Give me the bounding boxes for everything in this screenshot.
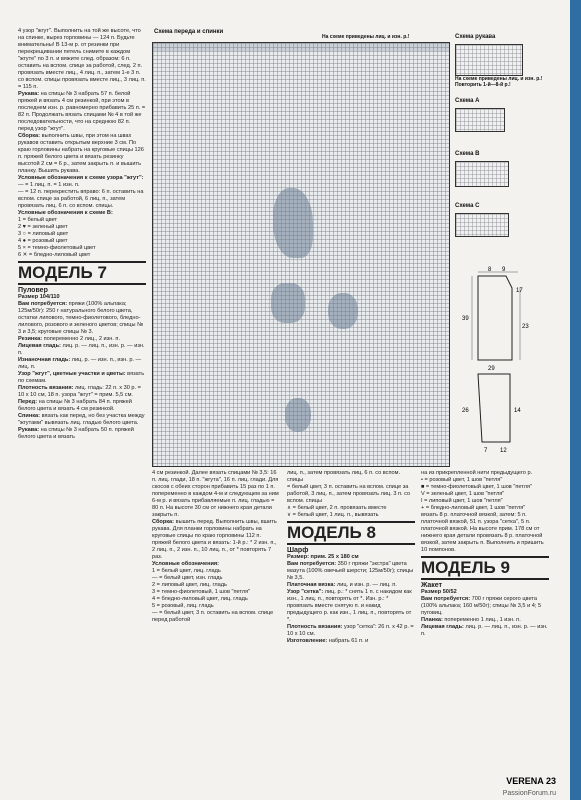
model-8-need-title: Вам потребуется: xyxy=(287,561,337,567)
assembly-title: Сборка: xyxy=(18,133,41,139)
row-text: попеременно 2 лиц., 2 изн. п. xyxy=(43,336,120,342)
neckline-band xyxy=(153,43,449,51)
schematic-label: 12 xyxy=(500,448,507,454)
model-8-need-text: 350 г пряжи "экстра" цвета мазута (100% овечьей шерсти; 125м/50г); спицы № 3,5. xyxy=(287,561,414,581)
middle-legend-title: Условные обозначения: xyxy=(152,561,220,567)
legend-item: — = 1 лиц. п. = 1 изн. п. xyxy=(18,182,80,188)
sleeve-chart xyxy=(455,44,523,76)
chart-b xyxy=(455,161,509,187)
model-8-name: Шарф xyxy=(287,547,309,554)
row-title: Изготовление: xyxy=(287,638,328,644)
far-right-legend-item: I = липовый цвет, 1 шов "петля" xyxy=(421,498,503,504)
row-title: Плотность вязания: xyxy=(287,624,343,630)
far-right-text: на из прикрепленной нити предыдущего р. xyxy=(421,470,533,476)
legend-b-item: 1 = белый цвет xyxy=(18,217,58,223)
assembly-text: выполнить швы, при этом на швах рукавов оставить открытым верхние 3 см. По краю горловины набрать на круговые спицы 126 п. пряжей белого цвета и вязать резинку высотой 2 см = 6 р., затем закрыть п. и вышить планку. Вышить рукава. xyxy=(18,133,144,174)
row-text: лиц. р. — изн. п., изн. р. — лиц. п. xyxy=(18,357,142,370)
legend-b-item: 5 × = темно-фиолетовый цвет xyxy=(18,245,96,251)
row-text: попеременно 1 лиц., 1 изн. п. xyxy=(444,617,521,623)
row-text: лиц. и изн. р. — лиц. п. xyxy=(336,582,397,588)
schematic-label: 9 xyxy=(502,267,506,273)
right-legend-item: = белый цвет, 3 п. оставить на вспом. спице за работой, 3 лиц. п., затем провязать лиц. 3 п. со вспом. спицы xyxy=(287,484,411,504)
middle-legend-item: 5 = розовый, лиц. гладь xyxy=(152,603,214,609)
row-title: Изнаночная гладь: xyxy=(18,357,71,363)
chart-b-title: Схема B xyxy=(455,151,480,157)
row-text: лиц. р. — лиц. п., изн. р. — изн. п. xyxy=(421,624,548,637)
model-7-size: Размер 104/110 xyxy=(18,294,60,300)
row-text: вязать по схемам. xyxy=(18,371,145,384)
brand-name: VERENA xyxy=(506,776,544,786)
flower-motif xyxy=(328,293,358,329)
sleeve-title: Рукава: xyxy=(18,91,40,97)
far-right-legend-item: V = зеленый цвет, 1 шов "петля" xyxy=(421,491,505,497)
pattern-schematic xyxy=(458,262,548,482)
far-right-column xyxy=(421,470,549,638)
model-8-size: Размер: прим. 25 х 180 см xyxy=(287,554,359,560)
sleeve-chart-title: Схема рукава xyxy=(455,34,496,40)
schematic-label: 26 xyxy=(462,408,469,414)
schematic-label: 8 xyxy=(488,267,492,273)
model-9-need-text: 700 г пряжи серого цвета (100% альпака; 160 м/50г); спицы № 3,5 и 4; 5 пуговиц. xyxy=(421,596,542,616)
far-right-legend-item: + = бледно-лиловый цвет, 1 шов "петля" xyxy=(421,505,526,511)
middle-legend-item: — = белый цвет, 3 п. оставить на вспом. спице перед работой xyxy=(152,610,274,623)
row-title: Перед: xyxy=(18,399,38,405)
watermark: PassionForum.ru xyxy=(502,790,556,797)
right-legend-item: ∨ = белый цвет, 1 лиц. п., вывязать xyxy=(287,512,379,518)
legend-b-item: 6 ✕ = бледно-лиловый цвет xyxy=(18,252,91,258)
row-text: набрать 61 п. и xyxy=(328,638,369,644)
legend-b-item: 2 ♥ = зеленый цвет xyxy=(18,224,68,230)
row-text: лиц. р. — лиц. п., изн. р. — изн. п. xyxy=(18,343,145,356)
chart-a xyxy=(455,108,505,132)
row-text: на спицы № 3 набрать 84 п. пряжей белого цвета и вязать 4 см резинкой. xyxy=(18,399,132,412)
row-text: лиц. р.: * снять 1 п. с накидом как изн., 1 лиц. п., повторять от *. Изн. р.: * провязать вместе снятую п. и накид предыдущего р. как изн., 1 лиц. п., повторять от *. xyxy=(287,589,412,623)
chart-c-title: Схема C xyxy=(455,203,480,209)
schematic-label: 7 xyxy=(484,448,488,454)
middle-legend-item: 3 = темно-фиолетовый, 1 шов "петля" xyxy=(152,589,251,595)
row-title: Спинка: xyxy=(18,413,41,419)
row-title: Узор "сетка": xyxy=(287,589,324,595)
legend-b-item: 4 ● = розовый цвет xyxy=(18,238,68,244)
model-9-need-title: Вам потребуется: xyxy=(421,596,471,602)
legend-b-item: 3 ○ = липовый цвет xyxy=(18,231,69,237)
model-7-need-title: Вам потребуется: xyxy=(18,301,68,307)
model-9-size: Размер 50/52 xyxy=(421,589,457,595)
legend-b-title: Условные обозначения к схеме B: xyxy=(18,210,113,216)
page-footer xyxy=(506,776,556,786)
intro-text: 4 узор "жгут". Выполнить на той же высоте, что на спинке, вырез горловины — 124 п. Будьте внимательны! В 13-м р. от резинки при перекрещивании петель снимите в каждом "жгуте" по 3 п. и вяжите след. образом: 6 п. оставить на вспом. спице за работой, след. 2 п. провязать вместе лиц., 4 лиц. п., затем 1-е 3 п. со вспом. спицы провязать вместе лиц., 3 лиц. п. = 115 п. xyxy=(18,28,146,90)
legend-title: Условные обозначения к схеме узора "жгут": xyxy=(18,175,144,181)
flower-motif xyxy=(271,283,305,323)
magazine-spine xyxy=(570,0,581,800)
model-7-need-text: пряжи (100% альпака; 125м/50г): 250 г натурального белого цвета, остатки липового, темно-фиолетового, бледно-лилового, розового и зеленого цветов; спицы № 3 и 3,5; круговые спицы № 3. xyxy=(18,301,144,335)
middle-legend-item: 4 = бледно-лиловый цвет, лиц. гладь xyxy=(152,596,248,602)
far-right-legend-item: ■ = темно-фиолетовый цвет, 1 шов "петля" xyxy=(421,484,532,490)
schematic-label: 14 xyxy=(514,408,521,414)
row-title: Узор "жгут", цветные участки и цветы: xyxy=(18,371,126,377)
row-title: Платочная вязка: xyxy=(287,582,336,588)
row-text: на спицы № 3 набрать 50 п. пряжей белого цвета и вязать xyxy=(18,427,134,440)
far-right-mid-text: вязать 8 р. платочной вязкой, затем: 5 п. платочной вязкой, 51 п. узора "сетка", 5 п. платочной вязкой. На высоте прим. 178 см от нижнего края детали провязать 8 р. платочной вязкой, затем закрыть п. Выполнить и пришить 10 помпонов. xyxy=(421,512,544,553)
row-text: лиц. гладь: 22 п. х 30 р. = 10 х 10 см, 18 п. узора "жгут" = прим. 5,5 см. xyxy=(18,385,141,398)
middle-legend-item: 1 = белый цвет, лиц. гладь xyxy=(152,568,221,574)
right-legend-item: ∧ = белый цвет, 2 п. провязать вместе xyxy=(287,505,387,511)
model-7-heading: МОДЕЛЬ 7 xyxy=(18,261,146,285)
left-column xyxy=(18,28,146,441)
far-right-legend-item: • = розовый цвет, 1 шов "петля" xyxy=(421,477,503,483)
middle-legend-item: 2 = липовый цвет, лиц. гладь xyxy=(152,582,227,588)
sleeve-chart-note: На схеме приведены лиц. и изн. р.! Повторить 1-й—8-й р.! xyxy=(455,76,543,88)
row-title: Плотность вязания: xyxy=(18,385,74,391)
model-8-heading: МОДЕЛЬ 8 xyxy=(287,521,415,545)
model-7-name: Пуловер xyxy=(18,287,48,294)
model-9-heading: МОДЕЛЬ 9 xyxy=(421,556,549,580)
schematic-label: 23 xyxy=(522,324,529,330)
chart-a-title: Схема A xyxy=(455,98,480,104)
row-text: узор "сетка": 26 п. х 42 р. = 10 х 10 см. xyxy=(287,624,414,637)
middle-legend-item: — = белый цвет, изн. гладь xyxy=(152,575,223,581)
row-title: Лицевая гладь: xyxy=(18,343,61,349)
middle-assembly-text: вышить перед. Выполнить швы, вшить рукава. Для планки горловины набрать на круговые спицы по краю горловины 112 п. пряжей белого цвета и вязать: 1-й р.: * 2 изн. п., 2 лиц. п., 2 изн. п., 10 лиц. п., от * повторять 7 раз. xyxy=(152,519,277,560)
middle-text: 4 см резинкой. Далее вязать спицами № 3,5: 16 п. лиц. глади, 18 п. "жгута", 16 п. лиц. глади. Для скосов с обеих сторон прибавить 15 раз по 1 п. попеременно в каждом 4-м и следующем за ним 6-м р. и вязать прибавляемые п. лиц. гладью = 80 п. На высоте 30 см от нижнего края детали закрыть п. xyxy=(152,470,279,518)
row-title: Резинка: xyxy=(18,336,43,342)
flower-motif xyxy=(273,188,313,258)
row-title: Рукава: xyxy=(18,427,40,433)
row-title: Лицевая гладь: xyxy=(421,624,464,630)
main-chart-note: На схеме приведены лиц. и изн. р.! xyxy=(322,34,410,40)
model-9-name: Жакет xyxy=(421,582,443,589)
schematic-label: 17 xyxy=(516,288,523,294)
main-chart-title: Схема переда и спинки xyxy=(154,29,224,35)
front-back-chart xyxy=(152,42,450,467)
middle-column xyxy=(152,470,280,624)
right-top-text: лиц. п., затем провязать лиц. 6 п. со вспом. спицы xyxy=(287,470,400,483)
row-title: Планка: xyxy=(421,617,443,623)
schematic-label: 39 xyxy=(462,316,469,322)
middle-assembly-title: Сборка: xyxy=(152,519,175,525)
schematic-label: 29 xyxy=(488,366,495,372)
sleeve-text: на спицы № 3 набрать 57 п. белой пряжей и вязать 4 см резинкой, при этом в последнем изн. р. равномерно прибавить 25 п. = 82 п. Продолжать вязать спицами № 4 в той же последовательности, что на среднюю 82 п. перед узор "жгут". xyxy=(18,91,146,132)
right-column xyxy=(287,470,415,645)
page-number: 23 xyxy=(545,776,556,786)
flower-motif xyxy=(285,398,311,432)
legend-item: — = 12 п. перекрестить вправо: 6 п. оставить на вспом. спице за работой, 6 лиц. п., затем провязать лиц. 6 п. со вспом. спицы. xyxy=(18,189,144,209)
row-text: вязать как перед, но без участка между "жгутами" вывязать лиц. гладью белого цвета. xyxy=(18,413,145,426)
chart-c xyxy=(455,213,509,237)
